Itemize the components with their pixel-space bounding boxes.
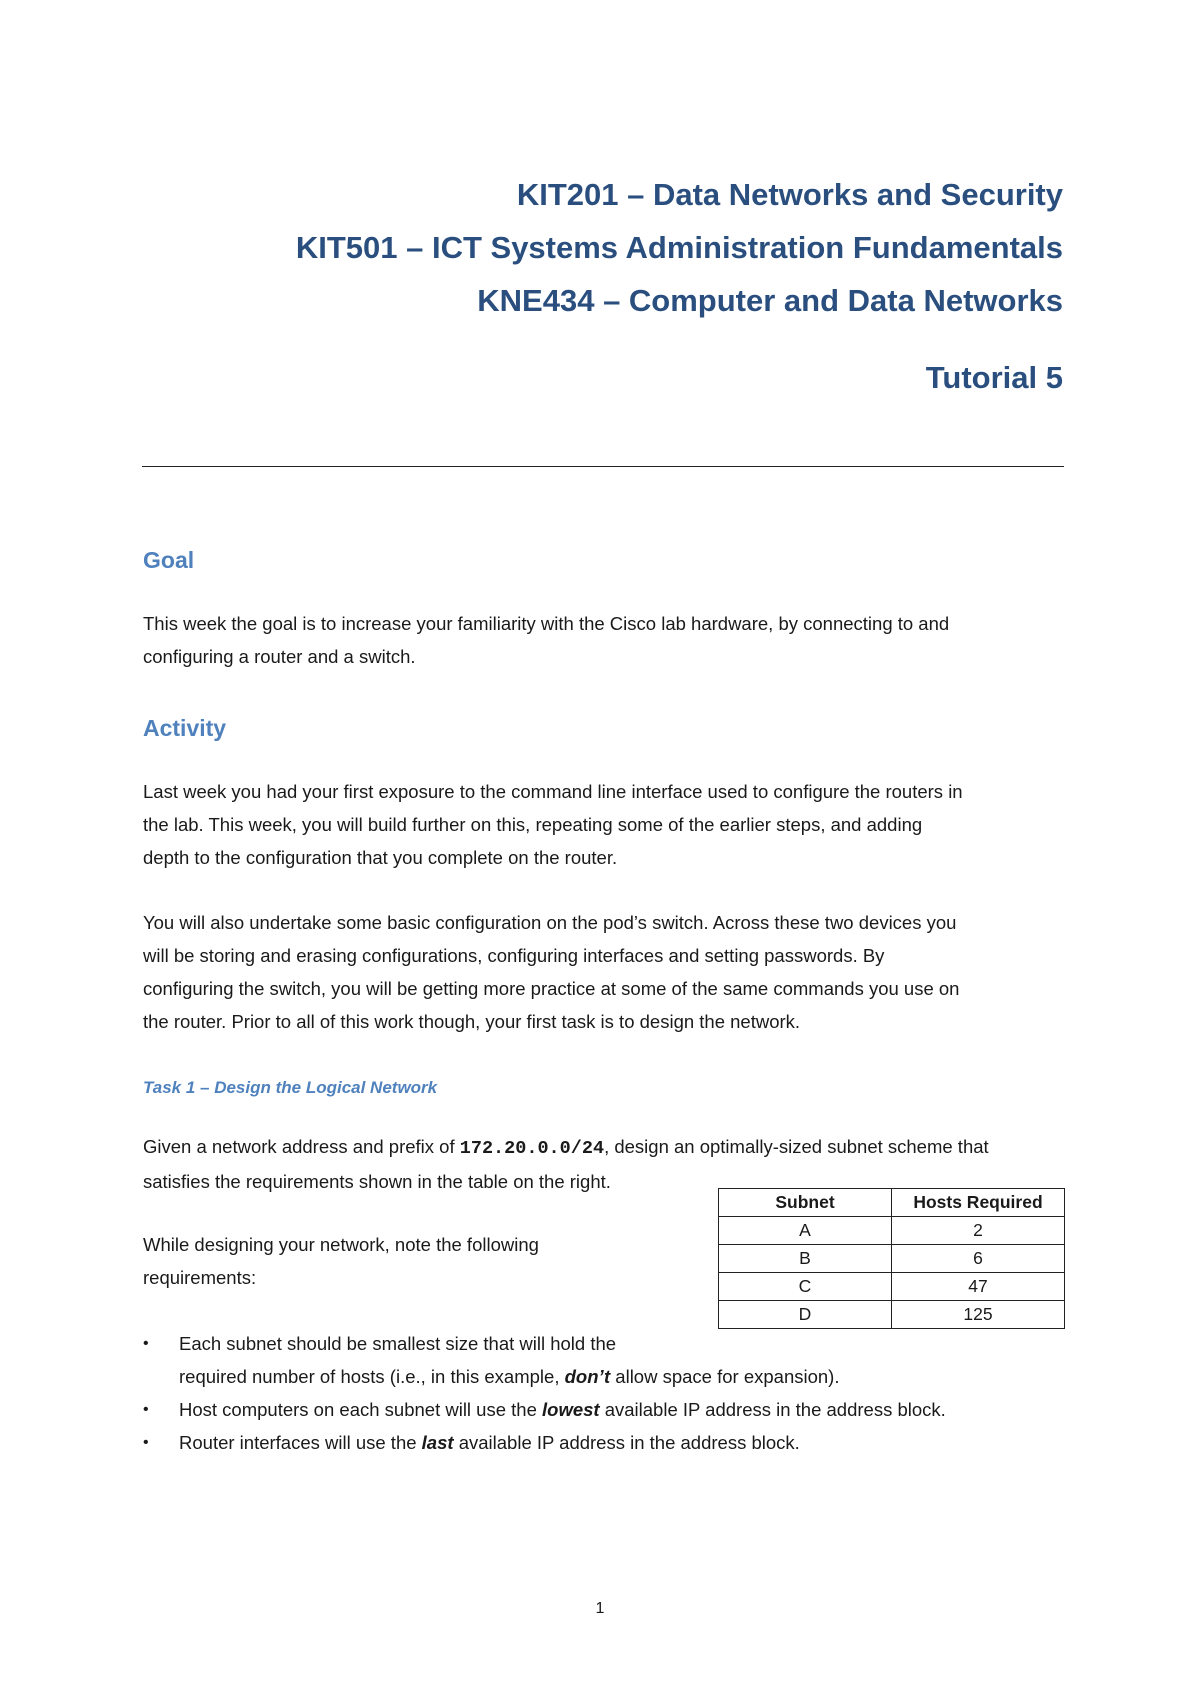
emphasis: last bbox=[421, 1432, 454, 1453]
bullet-icon: • bbox=[143, 1401, 149, 1418]
intro-line-2: satisfies the requirements shown in the table on the right. bbox=[143, 1171, 611, 1192]
page-number: 1 bbox=[595, 1600, 605, 1617]
note-line: requirements: bbox=[143, 1267, 257, 1288]
task1-note bbox=[143, 1228, 539, 1294]
bullet-text: available IP address in the address block. bbox=[599, 1399, 946, 1420]
bullet-text: Host computers on each subnet will use the bbox=[179, 1399, 542, 1420]
subnet-requirements-table bbox=[718, 1188, 1065, 1329]
emphasis: don’t bbox=[564, 1366, 611, 1387]
hosts-cell: 125 bbox=[892, 1301, 1065, 1329]
column-header-subnet: Subnet bbox=[719, 1189, 892, 1217]
bullet-icon: • bbox=[143, 1335, 149, 1352]
course-title-kit201: KIT201 – Data Networks and Security bbox=[516, 177, 1063, 212]
activity-line: Last week you had your first exposure to the command line interface used to configure the routers in bbox=[143, 781, 963, 802]
intro-text: , design an optimally-sized subnet scheme that bbox=[604, 1136, 989, 1157]
goal-heading: Goal bbox=[143, 547, 195, 573]
activity-line: configuring the switch, you will be getting more practice at some of the same commands you use on bbox=[143, 978, 960, 999]
hosts-cell: 47 bbox=[892, 1273, 1065, 1301]
goal-line: This week the goal is to increase your familiarity with the Cisco lab hardware, by connecting to and bbox=[143, 613, 950, 634]
bullet-line: Each subnet should be smallest size that will hold the bbox=[179, 1333, 617, 1354]
list-item bbox=[143, 1426, 946, 1459]
activity-heading: Activity bbox=[143, 715, 227, 741]
activity-paragraph-1 bbox=[143, 775, 963, 874]
table-row bbox=[719, 1301, 1065, 1329]
activity-line: will be storing and erasing configurations, configuring interfaces and setting passwords. By bbox=[143, 945, 885, 966]
bullet-text: allow space for expansion). bbox=[610, 1366, 840, 1387]
table-row bbox=[719, 1217, 1065, 1245]
goal-paragraph bbox=[143, 607, 949, 673]
subnet-cell: D bbox=[719, 1301, 892, 1329]
bullet-text: required number of hosts (i.e., in this example, bbox=[179, 1366, 565, 1387]
subnet-cell: C bbox=[719, 1273, 892, 1301]
activity-line: You will also undertake some basic configuration on the pod’s switch. Across these two devices you bbox=[143, 912, 957, 933]
intro-text: Given a network address and prefix of bbox=[143, 1136, 460, 1157]
network-address: 172.20.0.0/24 bbox=[459, 1138, 605, 1159]
hosts-cell: 6 bbox=[892, 1245, 1065, 1273]
requirements-list bbox=[143, 1327, 946, 1459]
course-title-kit501: KIT501 – ICT Systems Administration Fundamentals bbox=[295, 230, 1063, 265]
tutorial-title: Tutorial 5 bbox=[925, 360, 1063, 395]
task1-heading: Task 1 – Design the Logical Network bbox=[143, 1078, 438, 1097]
activity-line: the lab. This week, you will build further on this, repeating some of the earlier steps, and adding bbox=[143, 814, 923, 835]
list-item bbox=[143, 1327, 946, 1393]
note-line: While designing your network, note the following bbox=[143, 1234, 539, 1255]
subnet-cell: B bbox=[719, 1245, 892, 1273]
table-row bbox=[719, 1273, 1065, 1301]
horizontal-divider bbox=[142, 466, 1064, 467]
course-title-kne434: KNE434 – Computer and Data Networks bbox=[477, 283, 1063, 318]
table-header-row bbox=[719, 1189, 1065, 1217]
bullet-icon: • bbox=[143, 1434, 149, 1451]
goal-line: configuring a router and a switch. bbox=[143, 646, 416, 667]
hosts-cell: 2 bbox=[892, 1217, 1065, 1245]
activity-paragraph-2 bbox=[143, 906, 959, 1038]
column-header-hosts: Hosts Required bbox=[892, 1189, 1065, 1217]
document-titles bbox=[296, 168, 1063, 404]
emphasis: lowest bbox=[542, 1399, 600, 1420]
bullet-text: available IP address in the address block. bbox=[453, 1432, 800, 1453]
activity-line: the router. Prior to all of this work though, your first task is to design the network. bbox=[143, 1011, 801, 1032]
activity-line: depth to the configuration that you complete on the router. bbox=[143, 847, 618, 868]
subnet-cell: A bbox=[719, 1217, 892, 1245]
table-row bbox=[719, 1245, 1065, 1273]
bullet-text: Router interfaces will use the bbox=[179, 1432, 422, 1453]
list-item bbox=[143, 1393, 946, 1426]
